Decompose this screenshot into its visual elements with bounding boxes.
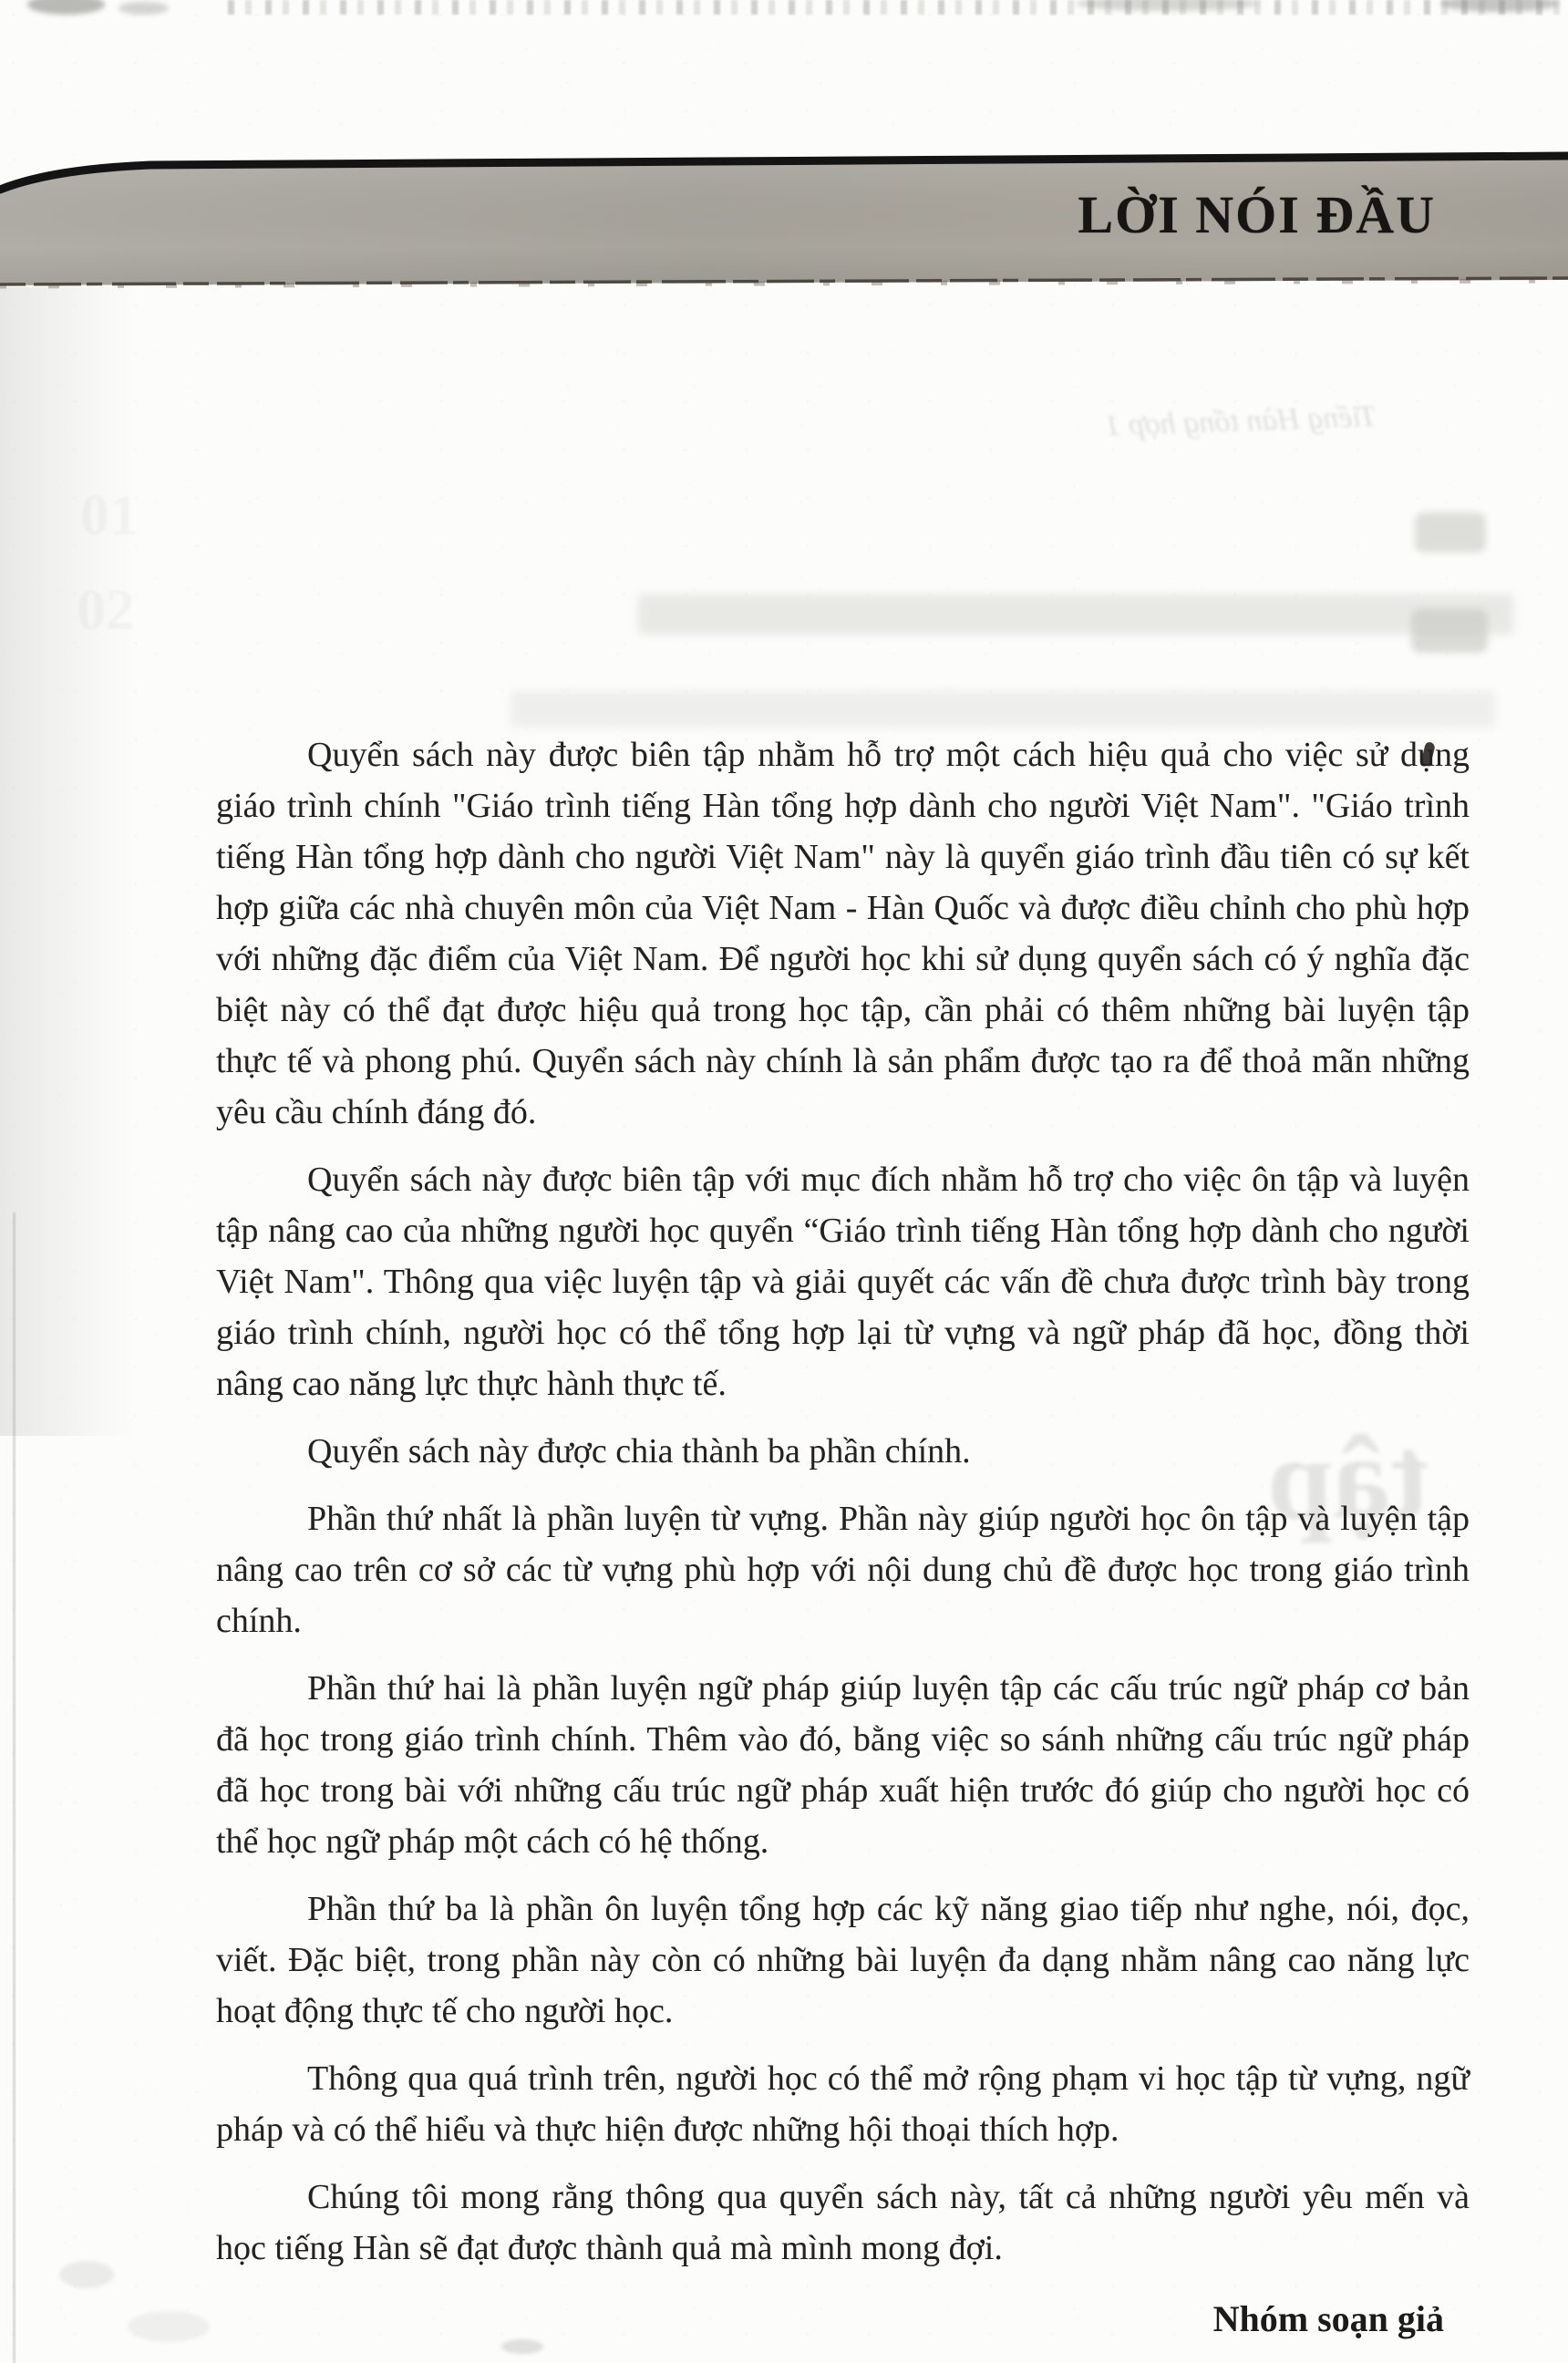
preface-paragraph: Quyển sách này được chia thành ba phần chính.: [307, 1432, 971, 1470]
preface-paragraph: Thông qua quá trình trên, người học có thể mở rộng phạm vi học tập từ vựng, ngữ pháp và có thể hiểu và thực hiện được những hội thoại thích hợp.: [216, 2059, 1470, 2149]
page-title: LỜI NÓI ĐẦU: [1078, 184, 1436, 244]
header-title-row: [0, 146, 1568, 283]
preface-paragraph: Phần thứ hai là phần luyện ngữ pháp giúp luyện tập các cấu trúc ngữ pháp cơ bản đã học trong giáo trình chính. Thêm vào đó, bằng việc so sánh những cấu trúc ngữ pháp đã học trong bài với những cấu trúc ngữ pháp xuất hiện trước đó giúp cho người học có thể học ngữ pháp một cách có hệ thống.: [216, 1669, 1470, 1861]
scan-top-edge-noise: [228, 0, 1568, 15]
scan-speck: [59, 2261, 114, 2288]
scan-speck: [128, 2311, 210, 2342]
scan-fold-line: [13, 1212, 15, 2363]
scan-smudge: [27, 0, 105, 15]
ghost-bleedthrough-text: Tiếng Hàn tổng hợp 1: [1104, 399, 1377, 443]
scan-smudge: [119, 2, 169, 15]
preface-body: [216, 729, 1470, 2345]
scan-left-gutter-shadow: [0, 287, 137, 1436]
preface-paragraph: Quyển sách này được biên tập với mục đích nhằm hỗ trợ cho việc ôn tập và luyện tập nâng cao của những người học quyển “Giáo trình tiếng Hàn tổng hợp dành cho người Việt Nam". Thông qua việc luyện tập và giải quyết các vấn đề chưa được trình bày trong giáo trình chính, người học có thể tổng hợp lại từ vựng và ngữ pháp đã học, đồng thời nâng cao năng lực thực hành thực tế.: [216, 1161, 1470, 1403]
ghost-page-number-blob: [1415, 512, 1486, 552]
preface-paragraph: Chúng tôi mong rằng thông qua quyển sách này, tất cả những người yêu mến và học tiếng Hàn sẽ đạt được thành quả mà mình mong đợi.: [216, 2178, 1470, 2267]
preface-paragraph: Phần thứ nhất là phần luyện từ vựng. Phần này giúp người học ôn tập và luyện tập nâng cao trên cơ sở các từ vựng phù hợp với nội dung chủ đề được học trong giáo trình chính.: [216, 1500, 1470, 1640]
ghost-bleedthrough-bar: [511, 691, 1495, 727]
preface-paragraph: Phần thứ ba là phần ôn luyện tổng hợp các kỹ năng giao tiếp như nghe, nói, đọc, viết. Đặc biệt, trong phần này còn có những bài luyện đa dạng nhằm nâng cao năng lực hoạt động thực tế cho người học.: [216, 1890, 1470, 2030]
ghost-bleedthrough-bar: [638, 594, 1513, 635]
author-signature: Nhóm soạn giả: [1212, 2298, 1444, 2339]
ghost-bleedthrough-watermark: tập: [1265, 1411, 1431, 1544]
preface-paragraph: Quyển sách này được biên tập nhằm hỗ trợ một cách hiệu quả cho việc sử dụng giáo trình chính "Giáo trình tiếng Hàn tổng hợp dành cho người Việt Nam". "Giáo trình tiếng Hàn tổng hợp dành cho người Việt Nam" này là quyển giáo trình đầu tiên có sự kết hợp giữa các nhà chuyên môn của Việt Nam - Hàn Quốc và được điều chỉnh cho phù hợp với những đặc điểm của Việt Nam. Để người học khi sử dụng quyển sách có ý nghĩa đặc biệt này có thể đạt được hiệu quả trong học tập, cần phải có thêm những bài luyện tập thực tế và phong phú. Quyển sách này chính là sản phẩm được tạo ra để thoả mãn những yêu cầu chính đáng đó.: [216, 736, 1470, 1131]
